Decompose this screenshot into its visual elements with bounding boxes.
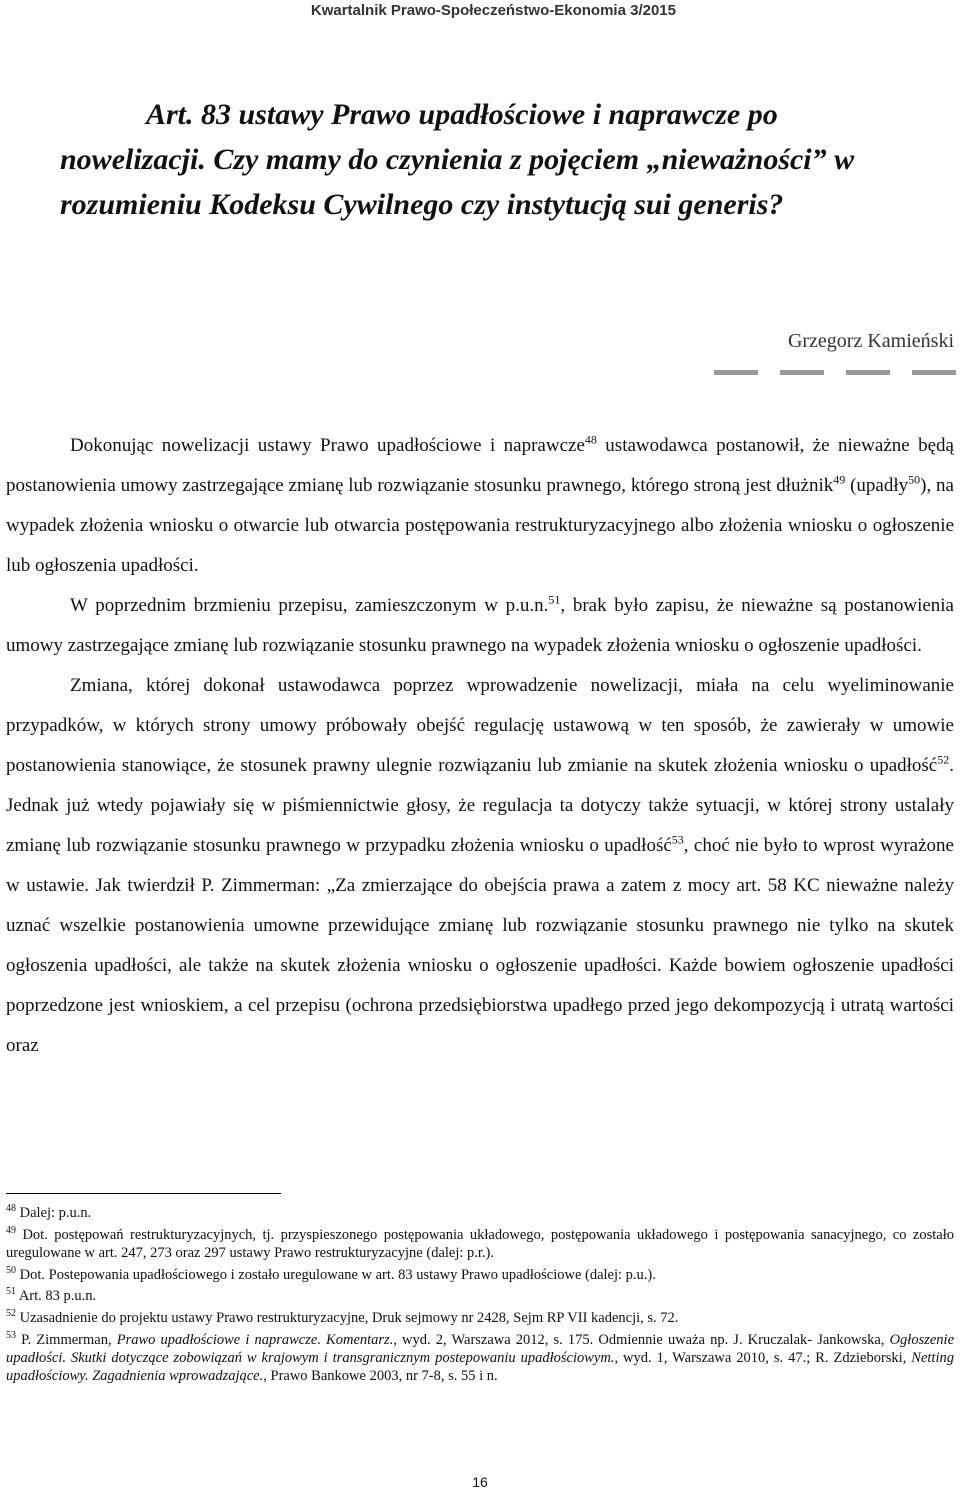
- text-run: (upadły: [845, 475, 909, 496]
- footnote-text: , Prawo Bankowe 2003, nr 7-8, s. 55 i n.: [263, 1367, 498, 1384]
- footnote-text: P. Zimmerman,: [16, 1331, 117, 1348]
- journal-header: Kwartalnik Prawo-Społeczeństwo-Ekonomia 3/2015: [310, 2, 676, 19]
- article-body: [6, 426, 954, 1066]
- title-line-3: rozumieniu Kodeksu Cywilnego czy instytucją sui generis?: [60, 188, 784, 221]
- footnote-50: [6, 1262, 954, 1284]
- footnote-number: 53: [6, 1330, 16, 1342]
- footnote-ref-53[interactable]: 53: [671, 832, 684, 847]
- text-run: Dokonując nowelizacji ustawy Prawo upadłościowe i naprawcze: [70, 435, 585, 456]
- body-paragraph-2: [6, 586, 954, 666]
- text-run: , brak było zapisu, że nieważne są postanowienia umowy zastrzegające zmianę lub rozwiązanie stosunku prawnego na wypadek złożenia wniosku o ogłoszenie upadłości.: [6, 595, 954, 656]
- title-line-2: nowelizacji. Czy mamy do czynienia z pojęciem „nieważności” w: [60, 143, 855, 176]
- footnote-number: 52: [6, 1308, 16, 1320]
- divider-dash: [780, 370, 824, 375]
- footnote-text: , wyd. 2, Warszawa 2012, s. 175. Odmiennie uważa np. J. Kruczalak- Jankowska,: [393, 1331, 890, 1348]
- page-number: 16: [472, 1474, 488, 1490]
- author-divider: [714, 370, 956, 375]
- footnote-text: Dalej: p.u.n.: [16, 1204, 92, 1221]
- footnote-ref-50[interactable]: 50: [908, 472, 921, 487]
- footnote-text: Dot. postępowań restrukturyzacyjnych, tj. przyspieszonego postępowania układowego, postępowania układowego i postępowania sanacyjnego, co zostało uregulowane w art. 247, 273 oraz 297 ustawy Prawo restrukturyzacyjne (dalej: p.r.).: [6, 1226, 954, 1261]
- author-name: Grzegorz Kamieński: [787, 330, 954, 352]
- footnotes: [6, 1200, 954, 1385]
- footnote-text: , wyd. 1, Warszawa 2010, s. 47.; R. Zdzieborski,: [614, 1349, 912, 1366]
- footnote-number: 50: [6, 1264, 16, 1276]
- footnote-number: 48: [6, 1203, 16, 1214]
- footnote-number: 51: [6, 1286, 16, 1298]
- footnote-53: [6, 1327, 954, 1385]
- footnote-51: [6, 1283, 954, 1305]
- footnote-separator: [6, 1193, 281, 1194]
- footnote-49: [6, 1222, 954, 1262]
- footnote-ref-49[interactable]: 49: [833, 472, 846, 487]
- footnote-48: [6, 1200, 954, 1222]
- title-line-1: Art. 83 ustawy Prawo upadłościowe i naprawcze po: [146, 98, 778, 131]
- body-paragraph-3: [6, 666, 954, 1066]
- cited-work-title: Netting upadłościowy. Zagadnienia wprowadzające.: [6, 1349, 954, 1384]
- text-run: , choć nie było to wprost wyrażone w ustawie. Jak twierdził P. Zimmerman: „Za zmierzające do obejścia prawa a zatem z mocy art. 58 KC nieważne należy uznać wszelkie postanowienia umowne przewidujące zmianę lub rozwiązanie stosunku prawnego nie tylko na skutek ogłoszenia upadłości, ale także na skutek złożenia wniosku o ogłoszenie upadłości. Każde bowiem ogłoszenie upadłości poprzedzone jest wnioskiem, a cel przepisu (ochrona przedsiębiorstwa upadłego przed jego dekompozycją i utratą wartości oraz: [6, 835, 954, 1056]
- footnote-ref-48[interactable]: 48: [584, 432, 597, 447]
- divider-dash: [846, 370, 890, 375]
- divider-dash: [714, 370, 758, 375]
- text-run: ustawodawca postanowił, że nieważne będą postanowienia umowy zastrzegające zmianę lub rozwiązanie stosunku prawnego, którego stroną jest dłużnik: [6, 435, 954, 496]
- footnote-ref-51[interactable]: 51: [548, 592, 561, 607]
- text-run: W poprzednim brzmieniu przepisu, zamieszczonym w p.u.n.: [70, 595, 549, 616]
- footnote-text: Art. 83 p.u.n.: [16, 1288, 97, 1305]
- article-title: [60, 92, 920, 227]
- footnote-52: [6, 1305, 954, 1327]
- text-run: Zmiana, której dokonał ustawodawca poprzez wprowadzenie nowelizacji, miała na celu wyeliminowanie przypadków, w których strony umowy próbowały obejść regulację ustawową w ten sposób, że zawierały w umowie postanowienia stanowiące, że stosunek prawny ulegnie rozwiązaniu lub zmianie na skutek złożenia wniosku o upadłość: [6, 675, 954, 776]
- text-run: . Jednak już wtedy pojawiały się w piśmiennictwie głosy, że regulacja ta dotyczy także sytuacji, w której strony ustalały zmianę lub rozwiązanie stosunku prawnego w przypadku złożenia wniosku o upadłość: [6, 755, 954, 856]
- cited-work-title: Prawo upadłościowe i naprawcze. Komentarz.: [116, 1331, 394, 1348]
- body-paragraph-1: [6, 426, 954, 586]
- text-run: ), na wypadek złożenia wniosku o otwarcie lub otwarcia postępowania restrukturyzacyjnego albo złożenia wniosku o ogłoszenie lub ogłoszenia upadłości.: [6, 475, 954, 576]
- footnote-text: Dot. Postepowania upadłościowego i zostało uregulowane w art. 83 ustawy Prawo upadłościowe (dalej: p.u.).: [16, 1266, 656, 1283]
- footnote-text: Uzasadnienie do projektu ustawy Prawo restrukturyzacyjne, Druk sejmowy nr 2428, Sejm RP VII kadencji, s. 72.: [16, 1310, 679, 1327]
- divider-dash: [912, 370, 956, 375]
- footnote-ref-52[interactable]: 52: [937, 752, 950, 767]
- footnote-number: 49: [6, 1224, 16, 1236]
- cited-work-title: Ogłoszenie upadłości. Skutki dotyczące zobowiązań w krajowym i transgranicznym postepowaniu upadłościowym.: [6, 1331, 954, 1366]
